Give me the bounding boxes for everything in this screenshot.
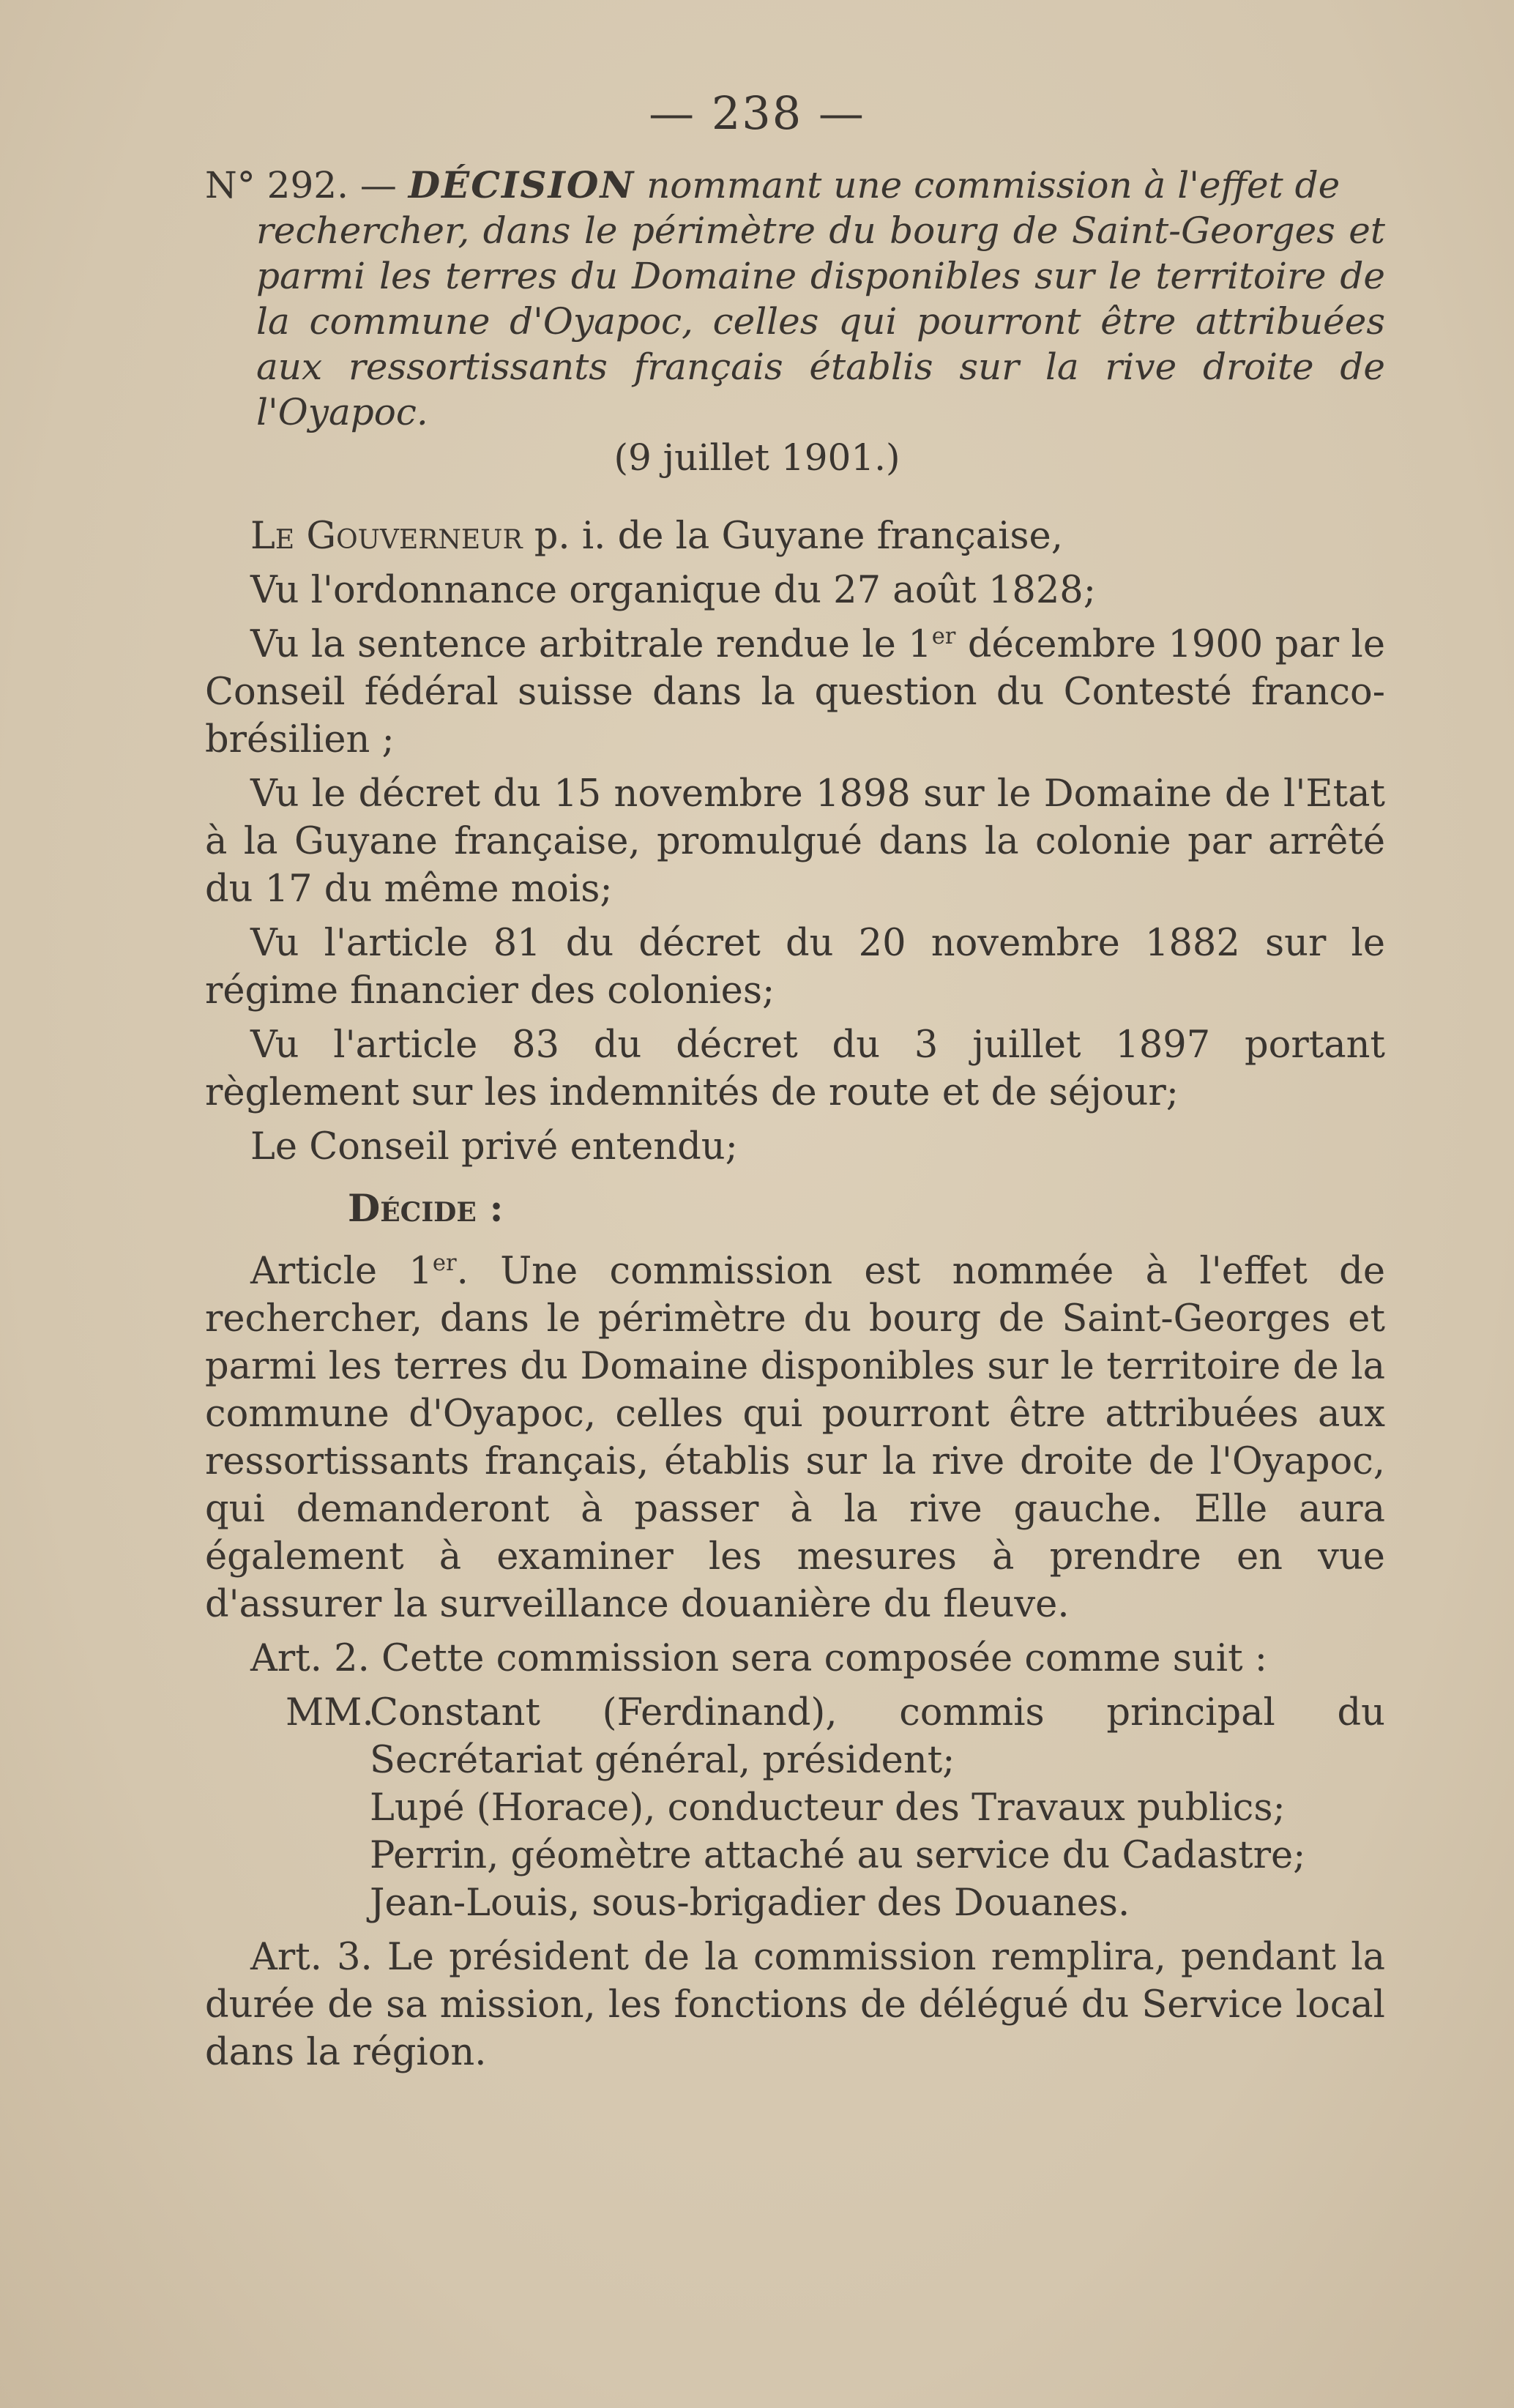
- considerant-2: [205, 621, 1385, 764]
- member-text: Constant (Ferdinand), commis principal du Secrétariat général, président;: [370, 1691, 1385, 1782]
- considerant-4: Vu l'article 81 du décret du 20 novembre 1882 sur le régime financier des colonies;: [205, 922, 1385, 1013]
- article-1-sup: er: [432, 1250, 457, 1276]
- considerant-1: Vu l'ordonnance organique du 27 août 1828;: [250, 569, 1096, 612]
- article-2: Art. 2. Cette commission sera composée comme suit :: [250, 1637, 1267, 1680]
- member-item: Lupé (Horace), conducteur des Travaux publics;: [370, 1786, 1286, 1830]
- members-list: [205, 1689, 1385, 1927]
- page-number: — 238 —: [649, 86, 865, 140]
- gouverneur-rest: p. i. de la Guyane française,: [534, 515, 1063, 558]
- member-item: [205, 1689, 1385, 1784]
- considerant-2-sup: er: [931, 624, 956, 649]
- gouverneur-title: Le Gouverneur: [250, 515, 523, 558]
- article-1-a: Article 1: [250, 1250, 433, 1293]
- heading-text-rest: rechercher, dans le périmètre du bourg de Saint-Georges et parmi les terres du Domaine disponibles sur le territoire de la commune d'Oyapoc, celles qui pourront être attribuées aux ressortissants français établis sur la rive droite de l'Oyapoc.: [256, 209, 1385, 433]
- decide-heading: Décide :: [348, 1187, 504, 1231]
- decision-body: [205, 512, 1385, 2083]
- article-1-b: . Une commission est nommée à l'effet de rechercher, dans le périmètre du bourg de Saint-Georges et parmi les terres du Domaine disponibles sur le territoire de la commune d'Oyapoc, celles qui pourront être attribuées aux ressortissants français, établis sur la rive droite de l'Oyapoc, qui demanderont à passer à la rive gauche. Elle aura également à examiner les mesures à prendre en vue d'assurer la surveillance douanière du fleuve.: [205, 1250, 1385, 1626]
- conseil-line: Le Conseil privé entendu;: [250, 1125, 738, 1168]
- decision-date: (9 juillet 1901.): [614, 436, 900, 479]
- considerant-5: Vu l'article 83 du décret du 3 juillet 1897 portant règlement sur les indemnités de route et de séjour;: [205, 1024, 1385, 1114]
- gouverneur-line: [205, 512, 1385, 560]
- decision-number: N° 292. —: [205, 164, 397, 206]
- article-3: Art. 3. Le président de la commission remplira, pendant la durée de sa mission, les fonctions de délégué du Service local dans la région.: [205, 1936, 1385, 2074]
- considerant-2-b: décembre 1900 par le Conseil fédéral suisse dans la question du Contesté franco-brésilien ;: [205, 623, 1386, 761]
- heading-text-first: nommant une commission à l'effet de: [646, 164, 1340, 206]
- considerant-2-a: Vu la sentence arbitrale rendue le 1: [250, 623, 932, 666]
- considerant-3: Vu le décret du 15 novembre 1898 sur le Domaine de l'Etat à la Guyane française, promulgué dans la colonie par arrêté du 17 du même mois;: [205, 772, 1385, 911]
- members-prefix: MM.: [286, 1691, 374, 1734]
- decision-heading: [205, 163, 1385, 435]
- member-item: Perrin, géomètre attaché au service du Cadastre;: [370, 1834, 1306, 1877]
- article-1: [205, 1248, 1385, 1628]
- member-item: Jean-Louis, sous-brigadier des Douanes.: [370, 1882, 1130, 1925]
- decision-title: DÉCISION: [408, 163, 635, 206]
